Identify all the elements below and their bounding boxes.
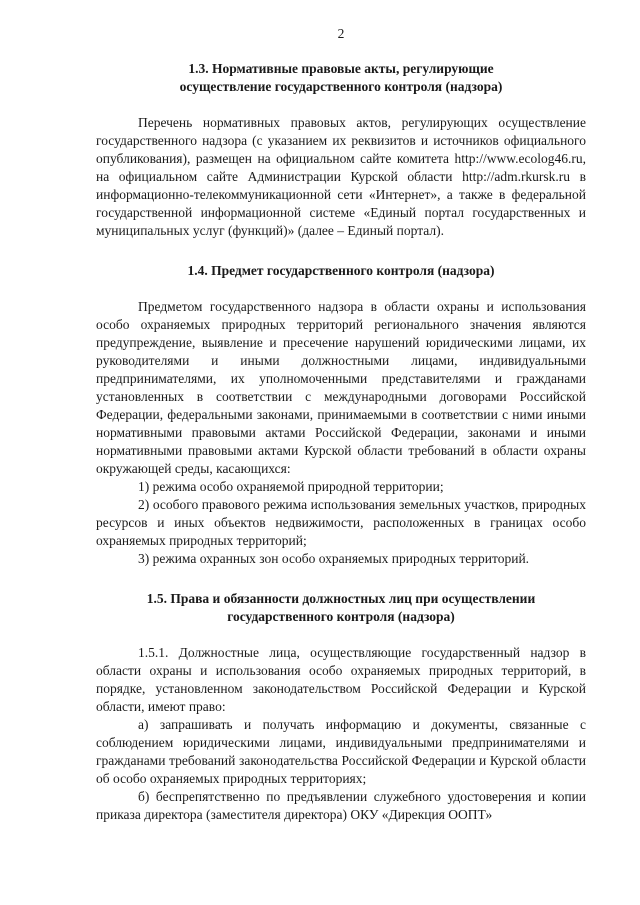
section-heading [96,262,586,280]
paragraph: 1.5.1. Должностные лица, осуществляющие государственный надзор в области охраны и использования особо охраняемых природных территорий, в порядке, установленном законодательством Российской Федерации и Курской области, имеют право: [96,645,586,714]
paragraph: Предметом государственного надзора в области охраны и использования особо охраняемых природных территорий регионального значения являются предупреждение, выявление и пресечение нарушений юридическими лицами, их руководителями и иными должностными лицами, индивидуальными предпринимателями, их уполномоченными представителями и гражданами установленных в соответствии с международными договорами Российской Федерации, федеральными законами, принимаемыми в соответствии с ними иными нормативными правовыми актами Российской Федерации, законами и иными нормативными правовыми актами Курской области требований в области охраны окружающей среды, касающихся: [96,299,586,476]
page-number: 2 [337,26,345,41]
section-heading [96,590,586,626]
paragraph: Перечень нормативных правовых актов, регулирующих осуществление государственного надзора (с указанием их реквизитов и источников официального опубликования), размещен на официальном сайте комитета http://www.ecolog46.ru, на официальном сайте Администрации Курской области http://adm.rkursk.ru в информационно-телекоммуникационной сети «Интернет», а также в федеральной государственной информационной системе «Единый портал государственных и муниципальных услуг (функций)» (далее – Единый портал). [96,115,586,238]
section-1-3 [96,60,586,240]
section-1-5 [96,590,586,824]
heading-line: 1.4. Предмет государственного контроля (надзора) [187,263,495,278]
document-page [96,26,586,840]
list-item: 1) режима особо охраняемой природной территории; [138,479,444,494]
heading-line: государственного контроля (надзора) [227,609,455,624]
heading-line: 1.5. Права и обязанности должностных лиц при осуществлении [146,591,536,606]
heading-line: осуществление государственного контроля (надзора) [179,79,503,94]
section-1-4 [96,262,586,568]
list-item: 2) особого правового режима использования земельных участков, природных ресурсов и иных объектов недвижимости, расположенных в границах особо охраняемых природных территорий; [96,497,586,548]
list-item: а) запрашивать и получать информацию и документы, связанные с соблюдением юридическими лицами, индивидуальными предпринимателями и гражданами требований законодательства Российской Федерации и Курской области об особо охраняемых природных территориях; [96,717,586,786]
list-item: 3) режима охранных зон особо охраняемых природных территорий. [138,551,530,566]
section-heading [96,60,586,96]
heading-line: 1.3. Нормативные правовые акты, регулирующие [188,61,494,76]
list-item: б) беспрепятственно по предъявлении служебного удостоверения и копии приказа директора (заместителя директора) ОКУ «Дирекция ООПТ» [96,789,586,822]
